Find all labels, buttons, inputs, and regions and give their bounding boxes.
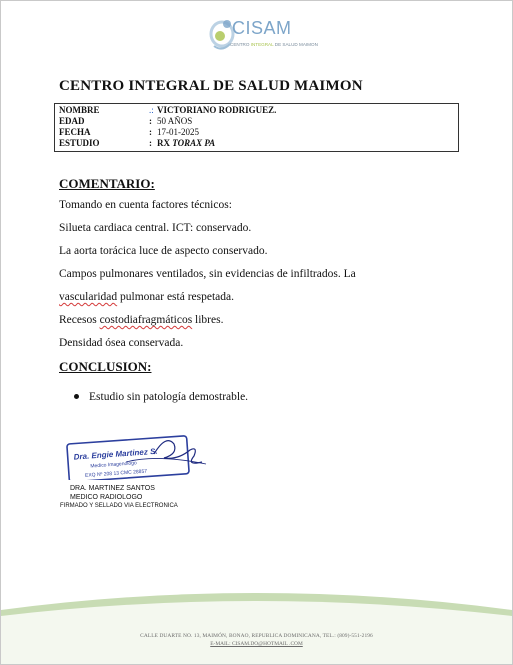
comentario-line: Recesos costodiafragmáticos libres. xyxy=(59,314,224,326)
signer-title: MEDICO RADIOLOGO xyxy=(70,494,143,501)
stamp-name: Dra. Engie Martinez S. xyxy=(73,446,158,462)
comentario-heading: COMENTARIO: xyxy=(59,176,155,191)
info-colon: .: xyxy=(149,105,154,115)
comentario-line: Tomando en cuenta factores técnicos: xyxy=(59,199,232,211)
stamp-exq: EXQ Nº 208 13 CMC 28857 xyxy=(84,468,148,479)
info-label: ESTUDIO xyxy=(59,138,100,148)
stamp-title: Medico Imagenologo xyxy=(90,460,137,470)
signer-name: DRA. MARTINEZ SANTOS xyxy=(70,485,155,492)
signature-note: FIRMADO Y SELLADO VIA ELECTRONICA xyxy=(60,503,178,509)
cisam-logo xyxy=(208,10,316,54)
conclusion-heading: CONCLUSION: xyxy=(59,359,152,374)
info-colon: : xyxy=(149,116,152,126)
info-label: NOMBRE xyxy=(59,105,100,115)
comentario-line: La aorta torácica luce de aspecto conservado. xyxy=(59,245,268,257)
info-colon: : xyxy=(149,138,152,148)
logo-subtitle: CENTRO INTEGRAL DE SALUD MAIMON xyxy=(230,42,318,47)
signature-stamp xyxy=(66,432,208,480)
info-label: FECHA xyxy=(59,127,91,137)
bullet-icon xyxy=(74,394,79,399)
comentario-line: Silueta cardiaca central. ICT: conservado. xyxy=(59,222,252,234)
comentario-line: vascularidad pulmonar está respetada. xyxy=(59,291,234,303)
info-label: EDAD xyxy=(59,116,85,126)
info-value: 50 AÑOS xyxy=(157,116,193,126)
comentario-line: Densidad ósea conservada. xyxy=(59,337,184,349)
info-value: VICTORIANO RODRIGUEZ. xyxy=(157,105,277,115)
conclusion-item: Estudio sin patología demostrable. xyxy=(74,391,248,403)
document-title: CENTRO INTEGRAL DE SALUD MAIMON xyxy=(59,78,363,94)
logo-name: CISAM xyxy=(232,18,292,38)
info-value: 17-01-2025 xyxy=(157,127,199,137)
info-value: RX TORAX PA xyxy=(157,138,216,148)
patient-info-box xyxy=(54,103,459,152)
signer-block xyxy=(70,484,155,502)
comentario-line: Campos pulmonares ventilados, sin evidencias de infiltrados. La xyxy=(59,268,356,280)
info-colon: : xyxy=(149,127,152,137)
footer-address: CALLE DUARTE NO. 13, MAIMÓN, BONAO, REPUBLICA DOMINICANA, TEL.: (809)-551-2196 xyxy=(140,633,373,639)
footer-email: E-MAIL: CISAM.DO@HOTMAIL .COM xyxy=(210,641,303,647)
footer-wave xyxy=(1,590,512,664)
